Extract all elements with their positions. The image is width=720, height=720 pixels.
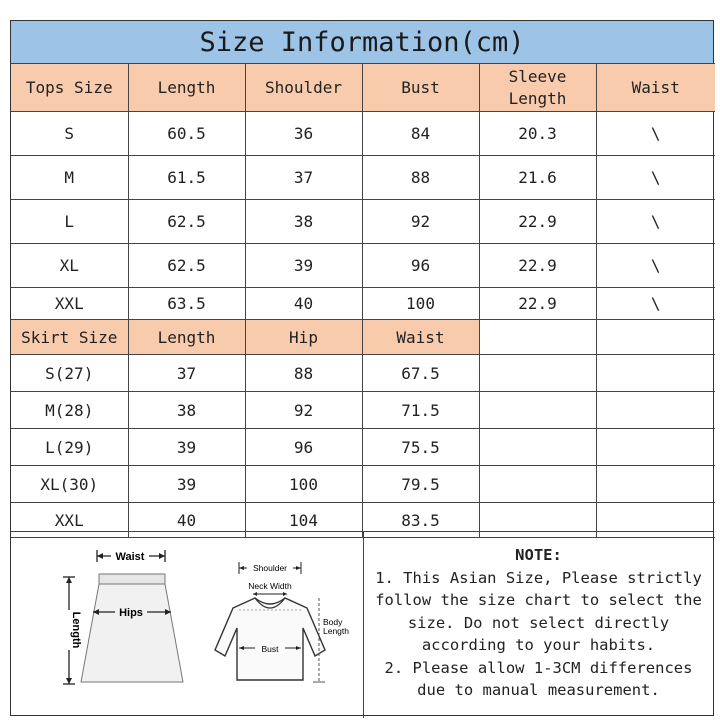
size-chart [10, 20, 714, 716]
note-line: due to manual measurement. [417, 681, 660, 699]
tops-header-cell: Waist [596, 64, 715, 112]
note-heading: NOTE: [515, 546, 562, 564]
tops-cell: S [11, 112, 128, 156]
tops-cell: \ [596, 288, 715, 320]
skirt-header-cell: Length [128, 320, 245, 355]
note-line: size. Do not select directly [407, 613, 670, 632]
tops-cell: \ [596, 200, 715, 244]
skirt-header-row [11, 320, 715, 355]
measurement-diagram [11, 532, 364, 718]
skirt-cell [479, 392, 596, 429]
tops-cell: 21.6 [479, 156, 596, 200]
skirt-cell [479, 355, 596, 392]
skirt-header-cell: Skirt Size [11, 320, 128, 355]
table-row [11, 244, 715, 288]
tops-cell: 38 [245, 200, 362, 244]
tops-cell: 88 [362, 156, 479, 200]
tops-cell: 40 [245, 288, 362, 320]
skirt-cell: 67.5 [362, 355, 479, 392]
tops-cell: XL [11, 244, 128, 288]
table-row [11, 288, 715, 320]
skirt-cell: 100 [245, 466, 362, 503]
tops-cell: 62.5 [128, 244, 245, 288]
skirt-cell: 96 [245, 429, 362, 466]
info-section [11, 531, 713, 718]
tops-cell: \ [596, 244, 715, 288]
tops-cell: 36 [245, 112, 362, 156]
skirt-header-cell: Hip [245, 320, 362, 355]
skirt-cell: 92 [245, 392, 362, 429]
tops-cell: 61.5 [128, 156, 245, 200]
skirt-header-cell [479, 320, 596, 355]
skirt-cell: 71.5 [362, 392, 479, 429]
tops-cell: 84 [362, 112, 479, 156]
skirt-illustration [63, 549, 183, 684]
skirt-cell [596, 429, 715, 466]
table-row [11, 466, 715, 503]
length-label: Length [70, 611, 82, 649]
tops-header-cell: Length [128, 64, 245, 112]
tops-header-row [11, 64, 715, 112]
note-line: 2. Please allow 1-3CM differences [384, 658, 693, 677]
skirt-cell: 40 [128, 503, 245, 538]
skirt-cell: 75.5 [362, 429, 479, 466]
tops-cell: 20.3 [479, 112, 596, 156]
table-row [11, 392, 715, 429]
skirt-cell: M(28) [11, 392, 128, 429]
hips-label: Hips [119, 607, 143, 619]
table-row [11, 200, 715, 244]
skirt-cell: L(29) [11, 429, 128, 466]
tops-cell: 39 [245, 244, 362, 288]
skirt-header-cell [596, 320, 715, 355]
tops-header-cell: Tops Size [11, 64, 128, 112]
shoulder-label: Shoulder [252, 563, 288, 573]
tops-cell: 62.5 [128, 200, 245, 244]
skirt-cell: 79.5 [362, 466, 479, 503]
skirt-cell [596, 466, 715, 503]
table-row [11, 112, 715, 156]
body-length-label-1: Body [323, 617, 343, 627]
skirt-cell [479, 429, 596, 466]
tops-header-cell: Sleeve Length [479, 64, 596, 112]
bust-label: Bust [261, 644, 279, 654]
table-row [11, 156, 715, 200]
tops-cell: 100 [362, 288, 479, 320]
skirt-cell: 104 [245, 503, 362, 538]
skirt-cell: 38 [128, 392, 245, 429]
tops-cell: 22.9 [479, 200, 596, 244]
tops-cell: 60.5 [128, 112, 245, 156]
body-length-label-2: Length [323, 626, 349, 636]
top-illustration [215, 562, 349, 682]
skirt-cell: 39 [128, 429, 245, 466]
tops-cell: L [11, 200, 128, 244]
skirt-cell: 39 [128, 466, 245, 503]
neck-width-label: Neck Width [248, 581, 292, 591]
tops-cell: 92 [362, 200, 479, 244]
skirt-cell: XXL [11, 503, 128, 538]
skirt-cell: 37 [128, 355, 245, 392]
note-line: 1. This Asian Size, Please strictly [375, 568, 702, 587]
tops-cell: 22.9 [479, 288, 596, 320]
skirt-cell: XL(30) [11, 466, 128, 503]
tops-cell: 96 [362, 244, 479, 288]
chart-title: Size Information(cm) [11, 21, 713, 64]
size-table [11, 63, 715, 538]
skirt-header-cell: Waist [362, 320, 479, 355]
table-row [11, 429, 715, 466]
tops-cell: 22.9 [479, 244, 596, 288]
tops-cell: 63.5 [128, 288, 245, 320]
tops-header-cell: Bust [362, 64, 479, 112]
skirt-cell [479, 466, 596, 503]
skirt-cell: S(27) [11, 355, 128, 392]
note-line: according to your habits. [421, 636, 656, 654]
tops-cell: XXL [11, 288, 128, 320]
note-line: follow the size chart to select the [375, 591, 702, 609]
tops-header-cell: Shoulder [245, 64, 362, 112]
tops-cell: 37 [245, 156, 362, 200]
waist-label: Waist [115, 551, 145, 563]
note-panel [364, 532, 713, 718]
table-row [11, 355, 715, 392]
skirt-cell [596, 355, 715, 392]
tops-cell: M [11, 156, 128, 200]
skirt-cell: 88 [245, 355, 362, 392]
skirt-cell [596, 392, 715, 429]
skirt-cell: 83.5 [362, 503, 479, 538]
tops-cell: \ [596, 112, 715, 156]
tops-cell: \ [596, 156, 715, 200]
